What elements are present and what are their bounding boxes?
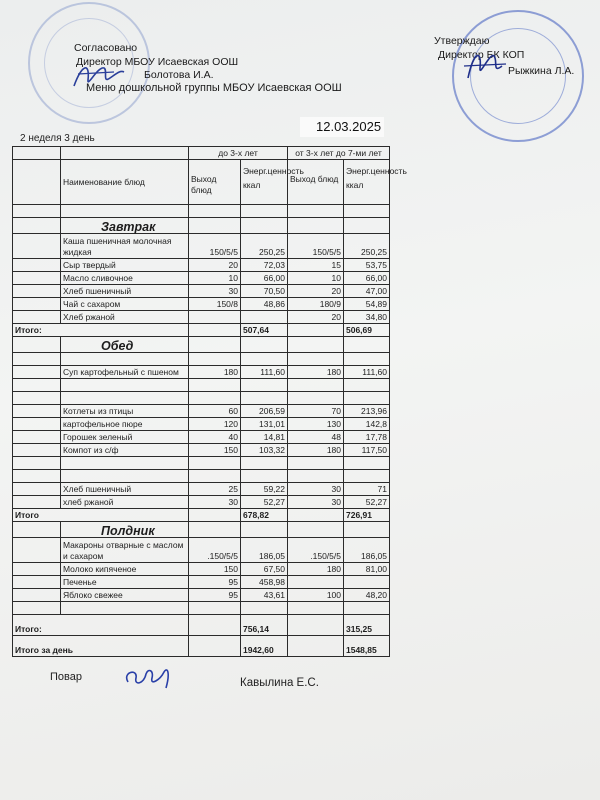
yield-young: 30 [189,496,241,509]
table-cell-empty [288,470,344,483]
energy-young: 458,98 [241,576,288,589]
energy-old: 71 [344,483,390,496]
table-row [13,298,390,311]
energy-old: 48,20 [344,589,390,602]
total-energy-young: 507,64 [241,324,288,337]
table-cell-empty [189,324,241,337]
table-cell-empty [189,205,241,218]
energy-old [344,576,390,589]
yield-old: 180 [288,366,344,379]
yield-old: 100 [288,589,344,602]
table-cell-empty [13,563,61,576]
table-cell-empty [13,457,61,470]
yield-old: .150/5/5 [288,538,344,563]
table-cell-empty [288,379,344,392]
table-cell-empty [13,522,61,538]
table-row-blank [13,457,390,470]
energy-old: 117,50 [344,444,390,457]
dish-name: хлеб ржаной [61,496,189,509]
yield-young: 20 [189,259,241,272]
dish-name: Суп картофельный с пшеном [61,366,189,379]
yield-young: 25 [189,483,241,496]
table-cell-empty [241,353,288,366]
total-label: Итого: [13,324,189,337]
table-cell-empty [288,205,344,218]
dish-name: Масло сливочное [61,272,189,285]
table-row [13,259,390,272]
table-cell-empty [288,218,344,234]
table-row [13,483,390,496]
table-cell-empty [61,353,189,366]
table-cell-empty [241,457,288,470]
table-cell-empty [288,337,344,353]
total-label: Итого [13,509,189,522]
table-row [13,589,390,602]
table-cell-empty [13,285,61,298]
table-cell-empty [189,636,241,657]
dish-name: Макароны отварные с маслом и сахаром [61,538,189,563]
table-row [13,418,390,431]
signature-right [462,44,510,84]
energy-old: 111,60 [344,366,390,379]
energy-old: 52,27 [344,496,390,509]
table-cell-empty [344,392,390,405]
yield-old: 180 [288,444,344,457]
dish-name: Хлеб ржаной [61,311,189,324]
table-cell-empty [13,405,61,418]
total-energy-young: 756,14 [241,615,288,636]
yield-young: 60 [189,405,241,418]
week-day-label: 2 неделя 3 день [20,133,95,144]
table-cell-empty [13,234,61,259]
yield-old: 180/9 [288,298,344,311]
energy-old: 54,89 [344,298,390,311]
table-cell-empty [13,272,61,285]
table-row-total [13,636,390,657]
energy-young: 66,00 [241,272,288,285]
table-row [13,234,390,259]
table-column-header-row [13,160,390,205]
total-energy-young: 678,82 [241,509,288,522]
table-cell-empty [344,522,390,538]
dish-name: Яблоко свежее [61,589,189,602]
yield-young: 120 [189,418,241,431]
table-row [13,285,390,298]
total-label: Итого за день [13,636,189,657]
yield-young: 40 [189,431,241,444]
table-cell-empty [344,379,390,392]
col-header-name: Наименование блюд [61,160,189,205]
energy-young: 43,61 [241,589,288,602]
table-cell-empty [13,160,61,205]
signature-left [68,56,128,94]
menu-table [12,146,407,657]
approval-label-right: Утверждаю [434,35,490,47]
energy-young: 70,50 [241,285,288,298]
approval-position-right: Директор БК КОП [438,49,525,61]
table-cell-empty [13,538,61,563]
col-header-yield-old: Выход блюд [288,160,344,205]
table-cell-empty [13,392,61,405]
table-cell-empty [241,379,288,392]
table-cell-empty [13,147,61,160]
section-title: Обед [61,337,189,353]
table-row-blank [13,205,390,218]
table-cell-empty [13,418,61,431]
cook-name: Кавылина Е.С. [240,677,319,689]
table-cell-empty [189,522,241,538]
table-row [13,444,390,457]
yield-young [189,311,241,324]
table-cell-empty [189,337,241,353]
table-cell-empty [288,522,344,538]
table-cell-empty [61,470,189,483]
dish-name: Каша пшеничная молочная жидкая [61,234,189,259]
yield-old: 180 [288,563,344,576]
table-row-section [13,522,390,538]
dish-name: Котлеты из птицы [61,405,189,418]
table-cell-empty [13,205,61,218]
table-cell-empty [13,218,61,234]
table-cell-empty [13,337,61,353]
table-cell-empty [288,392,344,405]
yield-old: 48 [288,431,344,444]
col-header-energy-young: Энерг.ценность ккал [241,160,288,205]
energy-young: 103,32 [241,444,288,457]
yield-old: 30 [288,483,344,496]
table-cell-empty [61,392,189,405]
table-row-blank [13,602,390,615]
yield-young: 95 [189,576,241,589]
table-cell-empty [13,311,61,324]
table-row [13,272,390,285]
section-title: Завтрак [61,218,189,234]
dish-name: Молоко кипяченое [61,563,189,576]
yield-young: 150/8 [189,298,241,311]
table-cell-empty [241,602,288,615]
approval-position-left: Директор МБОУ Исаевская ООШ [76,56,239,68]
table-cell-empty [288,615,344,636]
total-energy-young: 1942,60 [241,636,288,657]
table-cell-empty [189,470,241,483]
table-cell-empty [13,366,61,379]
yield-old: 130 [288,418,344,431]
yield-young: 150 [189,444,241,457]
table-cell-empty [13,496,61,509]
yield-young: 30 [189,285,241,298]
table-cell-empty [13,602,61,615]
table-cell-empty [189,457,241,470]
table-cell-empty [61,147,189,160]
col-header-energy-old: Энерг.ценность ккал [344,160,390,205]
table-cell-empty [61,379,189,392]
dish-name: Горошек зеленый [61,431,189,444]
table-cell-empty [13,259,61,272]
table-cell-empty [344,470,390,483]
table-cell-empty [13,589,61,602]
energy-young: 52,27 [241,496,288,509]
yield-old: 30 [288,496,344,509]
table-cell-empty [189,509,241,522]
energy-old: 47,00 [344,285,390,298]
dish-name: Чай с сахаром [61,298,189,311]
dish-name: картофельное пюре [61,418,189,431]
table-row [13,563,390,576]
col-header-yield-young: Выход блюд [189,160,241,205]
table-cell-empty [288,324,344,337]
table-cell-empty [344,353,390,366]
table-cell-empty [13,431,61,444]
table-cell-empty [189,615,241,636]
energy-old: 81,00 [344,563,390,576]
yield-old: 20 [288,311,344,324]
dish-name: Компот из с/ф [61,444,189,457]
group-header-old: от 3-х лет до 7-ми лет [288,147,390,160]
energy-young: 14,81 [241,431,288,444]
energy-young: 131,01 [241,418,288,431]
table-cell-empty [189,379,241,392]
table-row [13,538,390,563]
table-cell-empty [189,353,241,366]
total-energy-old: 1548,85 [344,636,390,657]
total-label: Итого: [13,615,189,636]
energy-old: 34,80 [344,311,390,324]
table-cell-empty [13,470,61,483]
table-cell-empty [288,509,344,522]
table-cell-empty [13,444,61,457]
energy-young [241,311,288,324]
table-cell-empty [61,602,189,615]
section-title: Полдник [61,522,189,538]
dish-name: Сыр твердый [61,259,189,272]
menu-title: Меню дошкольной группы МБОУ Исаевская ООШ [86,82,342,94]
table-row-section [13,218,390,234]
energy-young: 186,05 [241,538,288,563]
yield-young: 150 [189,563,241,576]
table-cell-empty [61,205,189,218]
energy-old: 53,75 [344,259,390,272]
menu-date: 12.03.2025 [316,119,382,134]
yield-old: 20 [288,285,344,298]
table-cell-empty [241,470,288,483]
energy-young: 250,25 [241,234,288,259]
table-row-blank [13,470,390,483]
yield-old: 70 [288,405,344,418]
table-cell-empty [241,522,288,538]
cook-label: Повар [50,671,82,683]
yield-young: 10 [189,272,241,285]
total-energy-old: 315,25 [344,615,390,636]
table-row-blank [13,392,390,405]
dish-name: Печенье [61,576,189,589]
table-row-total [13,324,390,337]
approval-name-right: Рыжкина Л.А. [508,65,575,77]
approval-name-left: Болотова И.А. [144,69,214,81]
signature-cook [120,658,180,698]
table-group-header-row [13,147,390,160]
table-cell-empty [13,379,61,392]
table-cell-empty [344,218,390,234]
table-cell-empty [61,457,189,470]
energy-young: 206,59 [241,405,288,418]
yield-young: 180 [189,366,241,379]
table-cell-empty [13,576,61,589]
table-row [13,576,390,589]
energy-young: 48,86 [241,298,288,311]
total-energy-old: 506,69 [344,324,390,337]
energy-old: 17,78 [344,431,390,444]
energy-old: 66,00 [344,272,390,285]
yield-old: 10 [288,272,344,285]
energy-old: 213,96 [344,405,390,418]
approval-label-left: Согласовано [74,42,138,54]
table-cell-empty [344,602,390,615]
table-cell-empty [288,353,344,366]
group-header-young: до 3-х лет [189,147,288,160]
energy-old: 186,05 [344,538,390,563]
table-cell-empty [288,636,344,657]
energy-young: 67,50 [241,563,288,576]
table-row [13,496,390,509]
table-cell-empty [189,218,241,234]
table-cell-empty [241,218,288,234]
table-cell-empty [344,337,390,353]
table-cell-empty [189,392,241,405]
table-row [13,366,390,379]
energy-young: 72,03 [241,259,288,272]
yield-old: 150/5/5 [288,234,344,259]
table-cell-empty [288,602,344,615]
dish-name: Хлеб пшеничный [61,285,189,298]
table-cell-empty [344,457,390,470]
yield-old [288,576,344,589]
table-row [13,311,390,324]
table-cell-empty [189,602,241,615]
dish-name: Хлеб пшеничный [61,483,189,496]
energy-old: 250,25 [344,234,390,259]
table-cell-empty [13,483,61,496]
table-row [13,405,390,418]
yield-old: 15 [288,259,344,272]
yield-young: 150/5/5 [189,234,241,259]
table-cell-empty [241,392,288,405]
yield-young: 95 [189,589,241,602]
table-cell-empty [13,353,61,366]
energy-young: 59,22 [241,483,288,496]
table-row-section [13,337,390,353]
table-row-blank [13,379,390,392]
table-row [13,431,390,444]
table-cell-empty [13,298,61,311]
table-cell-empty [344,205,390,218]
energy-old: 142,8 [344,418,390,431]
table-row-blank [13,353,390,366]
table-row-total [13,509,390,522]
energy-young: 111,60 [241,366,288,379]
table-cell-empty [241,205,288,218]
table-cell-empty [241,337,288,353]
table-cell-empty [288,457,344,470]
total-energy-old: 726,91 [344,509,390,522]
table-row-total [13,615,390,636]
yield-young: .150/5/5 [189,538,241,563]
